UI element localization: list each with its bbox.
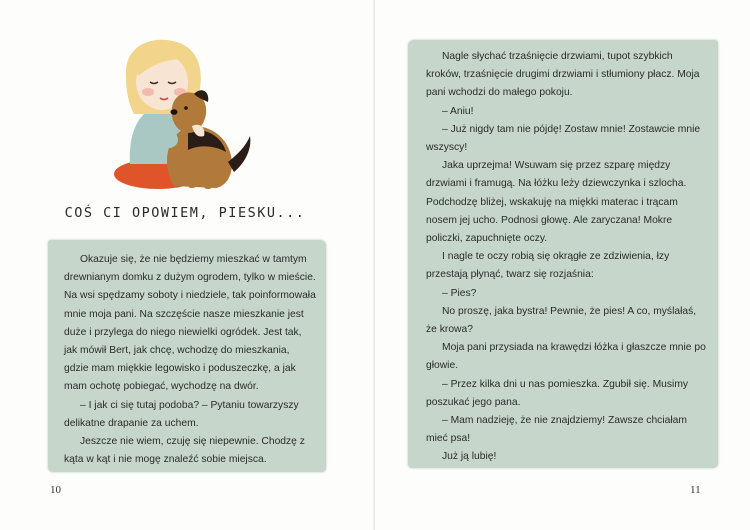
paragraph: No proszę, jaka bystra! Pewnie, że pies! A co, myślałaś, że krowa? bbox=[426, 305, 697, 336]
dog-tail bbox=[228, 136, 250, 172]
paragraph: – Przez kilka dni u nas pomieszka. Zgubił się. Musimy poszukać jego pana. bbox=[426, 378, 689, 408]
page-number-right: 11 bbox=[690, 484, 701, 496]
paragraph: Jeszcze nie wiem, czuję się niepewnie. Chodzę z kąta w kąt i nie mogę znaleźć sobie miejsca. bbox=[64, 436, 305, 466]
paragraph: I nagle te oczy robią się okrągłe ze zdziwienia, łzy przestają płynąć, twarz się rozjaśnia: bbox=[426, 251, 670, 281]
chapter-title: COŚ CI OPOWIEM, PIESKU... bbox=[64, 205, 306, 221]
right-text-panel bbox=[408, 40, 718, 468]
left-text-panel bbox=[48, 240, 326, 472]
page-number-left: 10 bbox=[50, 484, 61, 496]
paragraph: – Aniu! bbox=[442, 105, 474, 117]
paragraph: Już ją lubię! bbox=[442, 451, 497, 463]
girl-hugging-dog-illustration bbox=[100, 36, 270, 196]
paragraph: – Mam nadzieję, że nie znajdziemy! Zawsze chciałam mieć psa! bbox=[426, 415, 687, 445]
paragraph: Moja pani przysiada na krawędzi łóżka i głaszcze mnie po głowie. bbox=[426, 342, 706, 372]
paragraph: – Już nigdy tam nie pójdę! Zostaw mnie! Zostawcie mnie wszyscy! bbox=[426, 123, 701, 154]
paragraph: Nagle słychać trzaśnięcie drzwiami, tupot szybkich kroków, trzaśnięcie drugimi drzwiami i stłumiony płacz. Moja pani wchodzi do małego pokoju. bbox=[426, 51, 700, 99]
paragraph: Okazuje się, że nie będziemy mieszkać w tamtym drewnianym domku z dużym ogrodem, tylko w mieście. Na wsi spędzamy soboty i niedziele, tak poinformowała mnie moja pani. Na szczęście nasze mieszkanie jest duże i przylega do niego niewielki ogródek. Jest tak, jak mówił Bert, jak chcę, wchodzę do mieszkania, gdzie mam miękkie legowisko i poduszeczkę, a jak mam ochotę pobiegać, wychodzę na dwór. bbox=[64, 254, 316, 393]
paragraph: – Pies? bbox=[442, 287, 477, 299]
paragraph: Jaka uprzejma! Wsuwam się przez szparę między drzwiami i framugą. Na łóżku leży dziewczynka i szlocha. Podchodzę bliżej, wskakuję na miękki materac i trącam nosem jej ucho. Podnosi głowę. Ale zaryczana! Mokre policzki, zapuchnięte oczy. bbox=[426, 160, 687, 245]
paragraph: – I jak ci się tutaj podoba? – Pytaniu towarzyszy delikatne drapanie za uchem. bbox=[64, 399, 299, 429]
